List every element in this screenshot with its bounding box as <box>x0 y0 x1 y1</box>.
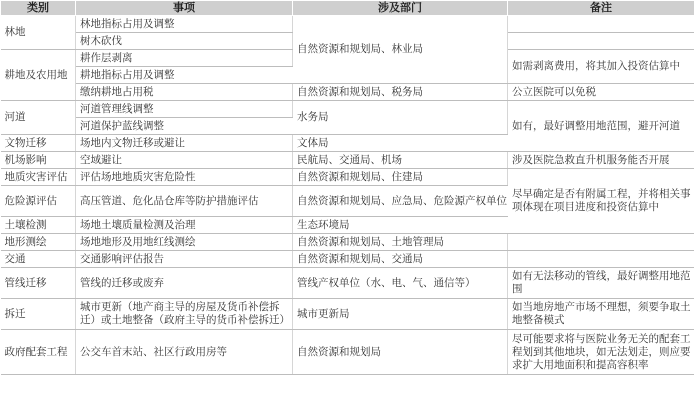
category-cell: 林地 <box>1 16 76 50</box>
category-cell: 危险源评估 <box>1 186 76 217</box>
note-cell: 涉及医院急救直升机服务能否开展 <box>508 152 694 169</box>
item-cell: 缴纳耕地占用税 <box>76 84 293 101</box>
department-cell: 自然资源和规划局 <box>293 330 508 375</box>
note-cell: 尽可能要求将与医院业务无关的配套工程划到其他地块，如无法划走，则应要求扩大用地面积和提高容积率 <box>508 330 694 375</box>
table-row <box>1 251 694 268</box>
item-cell: 林地指标占用及调整 <box>76 16 293 33</box>
note-cell: 如当地房地产市场不理想，须要争取土地整备模式 <box>508 299 694 330</box>
department-cell: 自然资源和规划局、住建局 <box>293 169 508 186</box>
table-row <box>1 268 694 299</box>
item-cell: 耕作层剥离 <box>76 50 293 67</box>
table-row <box>1 84 694 101</box>
category-cell: 地形测绘 <box>1 234 76 251</box>
table-row <box>1 101 694 118</box>
item-cell: 河道管理线调整 <box>76 101 293 118</box>
note-cell: 如有，最好调整用地范围，避开河道 <box>508 101 694 152</box>
item-cell: 管线的迁移或废弃 <box>76 268 293 299</box>
table-row <box>1 299 694 330</box>
category-cell: 拆迁 <box>1 299 76 330</box>
note-cell <box>508 234 694 251</box>
item-cell: 空域避让 <box>76 152 293 169</box>
table-row <box>1 169 694 186</box>
item-cell: 公交车首末站、社区行政用房等 <box>76 330 293 375</box>
table-row <box>1 16 694 33</box>
item-cell: 场地土壤质量检测及治理 <box>76 217 293 234</box>
note-cell <box>508 251 694 268</box>
department-cell: 管线产权单位（水、电、气、通信等） <box>293 268 508 299</box>
note-cell: 公立医院可以免税 <box>508 84 694 101</box>
header-department: 涉及部门 <box>293 1 508 16</box>
table-row <box>1 152 694 169</box>
item-cell: 场地内文物迁移或避让 <box>76 135 293 152</box>
note-cell <box>508 33 694 50</box>
department-cell: 自然资源和规划局、税务局 <box>293 84 508 101</box>
item-cell: 河道保护蓝线调整 <box>76 118 293 135</box>
category-cell: 耕地及农用地 <box>1 50 76 101</box>
department-cell: 水务局 <box>293 101 508 135</box>
category-cell: 土壤检测 <box>1 217 76 234</box>
header-item: 事项 <box>76 1 293 16</box>
category-cell: 机场影响 <box>1 152 76 169</box>
department-cell: 生态环境局 <box>293 217 508 234</box>
item-cell: 高压管道、危化品仓库等防护措施评估 <box>76 186 293 217</box>
item-cell: 交通影响评估报告 <box>76 251 293 268</box>
header-category: 类别 <box>1 1 76 16</box>
note-cell: 如有无法移动的管线，最好调整用地范围 <box>508 268 694 299</box>
note-cell: 如需剥离费用，将其加入投资估算中 <box>508 50 694 84</box>
department-cell: 民航局、交通局、机场 <box>293 152 508 169</box>
department-cell: 自然资源和规划局、林业局 <box>293 16 508 84</box>
category-cell: 文物迁移 <box>1 135 76 152</box>
category-cell: 地质灾害评估 <box>1 169 76 186</box>
table-row <box>1 330 694 375</box>
item-cell: 场地地形及用地红线测绘 <box>76 234 293 251</box>
department-cell: 自然资源和规划局、交通局 <box>293 251 508 268</box>
category-cell: 河道 <box>1 101 76 135</box>
item-cell: 耕地指标占用及调整 <box>76 67 293 84</box>
table-row <box>1 234 694 251</box>
category-cell: 政府配套工程 <box>1 330 76 375</box>
table-header <box>1 1 694 16</box>
category-cell: 交通 <box>1 251 76 268</box>
department-cell: 自然资源和规划局、土地管理局 <box>293 234 508 251</box>
item-cell: 城市更新（地产商主导的房屋及货币补偿拆迁）或土地整备（政府主导的货币补偿拆迁） <box>76 299 293 330</box>
item-cell: 树木砍伐 <box>76 33 293 50</box>
category-cell: 管线迁移 <box>1 268 76 299</box>
note-cell: 尽早确定是否有附属工程，并将相关事项体现在项目进度和投资估算中 <box>508 169 694 234</box>
department-cell: 城市更新局 <box>293 299 508 330</box>
note-cell <box>508 16 694 33</box>
department-cell: 自然资源和规划局、应急局、危险源产权单位 <box>293 186 508 217</box>
header-note: 备注 <box>508 1 694 16</box>
item-cell: 评估场地地质灾害危险性 <box>76 169 293 186</box>
department-cell: 文体局 <box>293 135 508 152</box>
